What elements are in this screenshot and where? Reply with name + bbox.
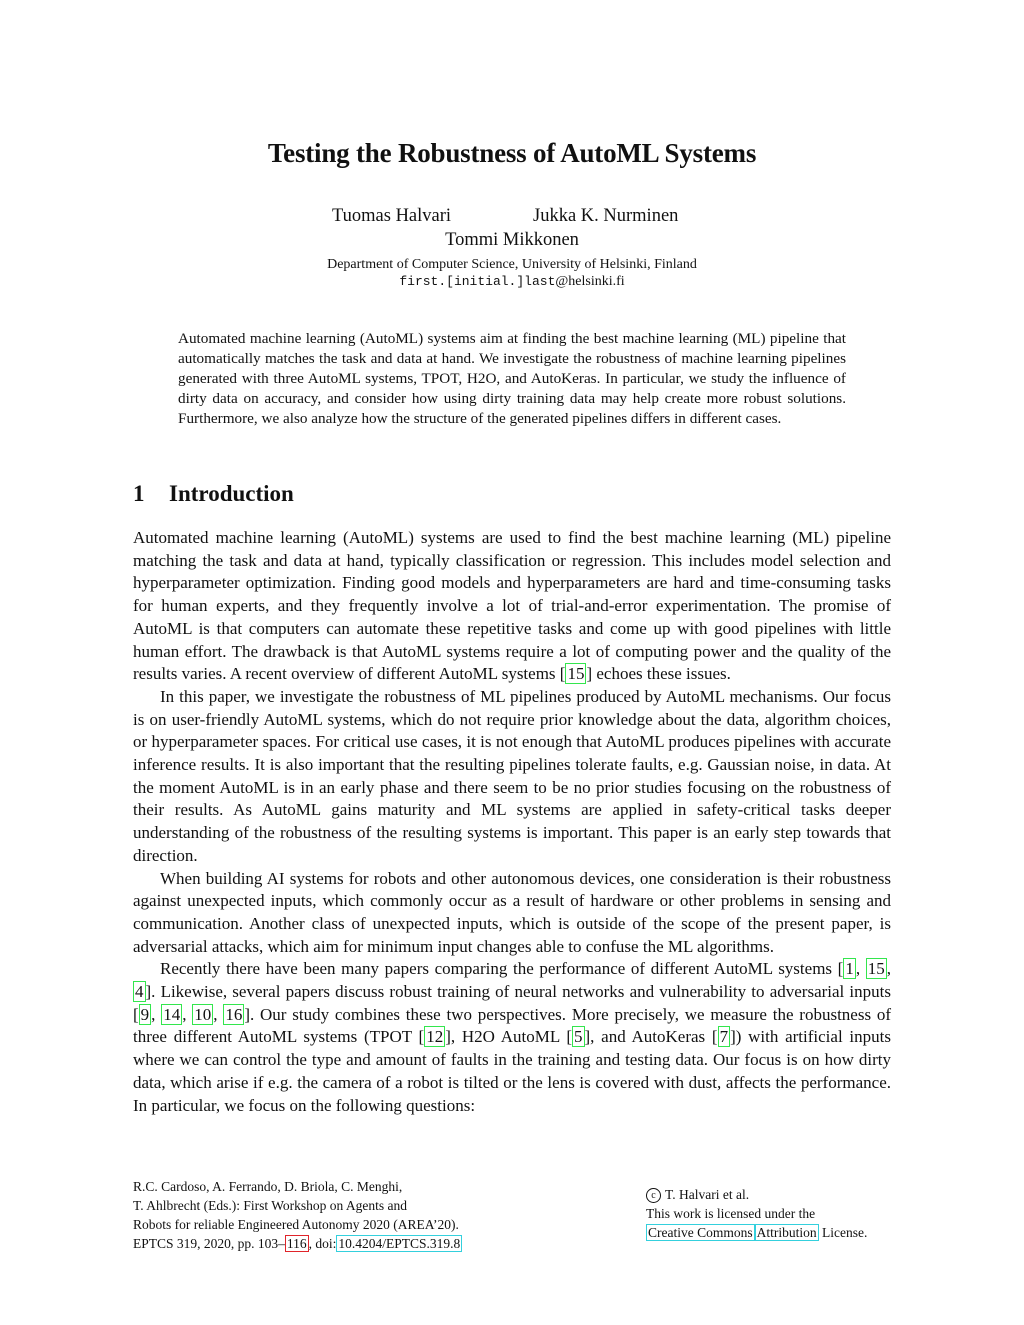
- citation-link[interactable]: 7: [719, 1027, 729, 1047]
- email-domain: @helsinki.fi: [555, 274, 625, 289]
- paragraph-4: Recently there have been many papers comparing the performance of different AutoML systems [ 1 , 15 , 4 ]. Likewise, several papers discuss robust training of neural networks and vulnerability to adversarial inputs [ 9 , 14 , 10 , 16 ]. Our study combines these two perspectives. More precisely, we measure the robustness of three different AutoML systems (TPOT [ 12 ], H2O AutoML [ 5 ], and AutoKeras [ 7 ]) with artificial inputs where we can control the type and amount of faults in the training and testing data. Our focus is on how dirty data, which arise if e.g. the camera of a robot is tilted or the lens is covered with dust, affects the performance. In particular, we focus on the following questions:: [133, 959, 892, 1115]
- citation-link[interactable]: 4: [135, 982, 144, 1002]
- section-heading: [133, 481, 294, 507]
- footer-line: T. Ahlbrecht (Eds.): First Workshop on Agents and: [133, 1198, 408, 1213]
- citation-link[interactable]: 9: [140, 1004, 150, 1024]
- abstract: Automated machine learning (AutoML) systems aim at finding the best machine learning (ML) pipeline that automatically matches the task and data at hand. We investigate the robustness of machine learning pipelines generated with three AutoML systems, TPOT, H2O, and AutoKeras. In particular, we study the influence of dirty data on accuracy, and consider how using dirty training data may help create more robust solutions. Furthermore, we also analyze how the structure of the generated pipelines differs in different cases.: [178, 330, 846, 427]
- license-links-line: [646, 1223, 946, 1242]
- citation-link[interactable]: 15: [567, 664, 585, 684]
- citation-link[interactable]: 15: [867, 959, 885, 979]
- citation-link[interactable]: 14: [163, 1004, 181, 1024]
- attribution-link[interactable]: Attribution: [756, 1225, 817, 1240]
- paragraph-2: In this paper, we investigate the robustness of ML pipelines produced by AutoML mechanisms. Our focus is on user-friendly AutoML systems, which do not require prior knowledge about the data, algorithm choices, or hyperparameter spaces. For critical use cases, it is not enough that AutoML produces pipelines with accurate inference results. It is also important that the resulting pipelines tolerate faults, e.g. Gaussian noise, in data. At the moment AutoML is in an early phase and there seem to be no prior studies focusing on the robustness of their results. As AutoML gains maturity and ML systems are applied in safety-critical tasks deeper understanding of the robustness of the resulting systems is important. This paper is an early step towards that direction.: [133, 686, 891, 865]
- text-run: ], H2O AutoML [: [445, 1027, 572, 1047]
- author-1: Tuomas Halvari: [332, 206, 452, 226]
- citation-link[interactable]: 12: [426, 1027, 444, 1047]
- paper-title: Testing the Robustness of AutoML Systems: [267, 138, 757, 168]
- footer-line: Robots for reliable Engineered Autonomy 2020 (AREA’20).: [133, 1217, 459, 1232]
- text-run: ] echoes these issues.: [586, 664, 731, 684]
- citation-link[interactable]: 1: [845, 959, 854, 979]
- license-footer: [646, 1185, 946, 1242]
- citation-link[interactable]: 10: [194, 1004, 212, 1024]
- text-run: EPTCS 319, 2020, pp. 103–: [133, 1236, 285, 1251]
- creative-commons-link[interactable]: Creative Commons: [648, 1225, 753, 1240]
- footer-line: [133, 1234, 513, 1253]
- paragraph-1: [133, 527, 891, 686]
- text-run: T. Halvari et al.: [665, 1187, 750, 1202]
- text-run: ], and AutoKeras [: [584, 1027, 718, 1047]
- author-email: [0, 274, 1024, 290]
- body-text: [133, 527, 891, 1117]
- text-run: Recently there have been many papers comparing the performance of different AutoML systems [: [160, 959, 844, 979]
- citation-link[interactable]: 16: [225, 1004, 243, 1024]
- text-run: , doi:: [308, 1236, 337, 1251]
- section-title: Introduction: [169, 481, 294, 506]
- author-2: Jukka K. Nurminen: [533, 206, 679, 226]
- text-run: ]. Our study combines these two perspectives. More precisely, we measure the robustness of three different AutoML systems (TPOT [: [133, 1004, 892, 1047]
- affiliation: Department of Computer Science, University of Helsinki, Finland: [327, 257, 697, 272]
- section-number: 1: [133, 481, 145, 506]
- publication-footer: [133, 1177, 513, 1253]
- paragraph-3: When building AI systems for robots and other autonomous devices, one consideration is their robustness against unexpected inputs, which commonly occur as a result of hardware or other problems in sensing and communication. Another class of unexpected inputs, which is outside of the scope of the present paper, is adversarial attacks, which aim for minimum input changes able to confuse the ML algorithms.: [133, 868, 891, 956]
- last-page-link[interactable]: 116: [286, 1236, 307, 1251]
- citation-link[interactable]: 5: [574, 1027, 583, 1047]
- copyright-line: [646, 1185, 946, 1204]
- author-3: Tommi Mikkonen: [445, 230, 579, 250]
- email-local: first.[initial.]last: [399, 274, 556, 289]
- text-run: ]) with artificial inputs where we can control the type and amount of faults in the training and testing data. Our focus is on how dirty data, which arise if e.g. the camera of a robot is tilted or the lens is covered with dust, affects the performance. In particular, we focus on the following questions:: [133, 1027, 891, 1115]
- text-run: Automated machine learning (AutoML) systems are used to find the best machine learning (ML) pipeline matching the task and data at hand, typically classification or regression. This includes model selection and hyperparameter optimization. Finding good models and hyperparameters are hard and time-consuming tasks for human experts, and they frequently involve a lot of trial-and-error experimentation. The promise of AutoML is that computers can automate these repetitive tasks and come up with good pipelines with little human effort. The drawback is that AutoML systems require a lot of computing power and the quality of the results varies. A recent overview of different AutoML systems [: [133, 528, 891, 684]
- license-line: This work is licensed under the: [646, 1206, 816, 1221]
- doi-link[interactable]: 10.4204/EPTCS.319.8: [338, 1236, 461, 1251]
- text-run: ]. Likewise, several papers discuss robust training of neural networks and vulnerability to adversarial inputs [: [133, 982, 891, 1024]
- text-run: License.: [818, 1225, 868, 1240]
- footer-line: R.C. Cardoso, A. Ferrando, D. Briola, C. Menghi,: [133, 1179, 403, 1194]
- copyright-icon: c: [646, 1188, 661, 1203]
